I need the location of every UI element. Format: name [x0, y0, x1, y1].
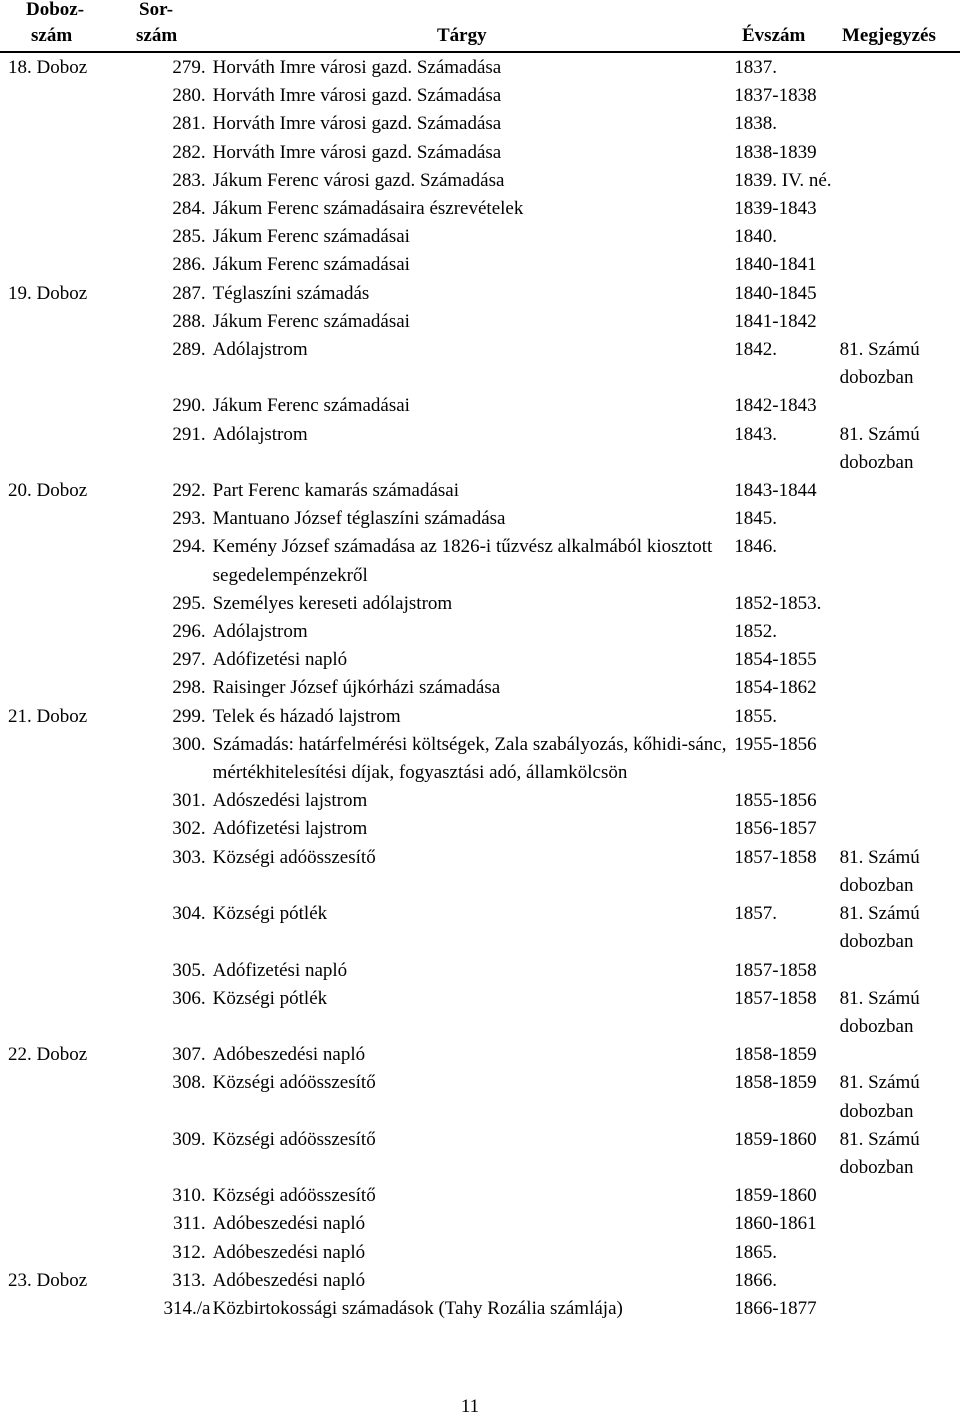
page-number: 11 [460, 1396, 480, 1417]
year-cell: 1845. [734, 508, 778, 530]
number-cell: 305. [172, 959, 206, 981]
year-cell: 1856-1857 [734, 818, 817, 840]
table-row [0, 477, 960, 505]
box-cell [0, 646, 164, 674]
number-cell: 279. [172, 57, 206, 78]
number-cell: 288. [172, 310, 206, 332]
header-year: Évszám [742, 25, 806, 46]
table-row [0, 1126, 960, 1182]
table-header [0, 0, 960, 52]
table-row [0, 336, 960, 392]
year-cell: 1842-1843 [734, 395, 817, 417]
table-row [0, 533, 960, 589]
box-cell: 22. Doboz [8, 1044, 88, 1066]
year-cell: 1837-1838 [734, 85, 817, 107]
number-cell: 290. [172, 395, 206, 417]
note-cell [840, 280, 960, 308]
subject-cell: Községi pótlék [212, 903, 328, 925]
table-row [0, 900, 960, 956]
number-cell: 294. [172, 536, 206, 558]
year-cell: 1854-1855 [734, 649, 817, 671]
number-cell: 308. [172, 1072, 206, 1094]
subject-cell: Adóbeszedési napló [212, 1213, 366, 1235]
year-cell: 1857-1858 [734, 846, 817, 868]
year-cell: 1855-1856 [734, 790, 817, 812]
table-row [0, 1069, 960, 1125]
number-cell: 289. [172, 339, 206, 361]
table-row [0, 787, 960, 815]
table-row [0, 703, 960, 731]
box-cell [0, 110, 164, 138]
box-cell [0, 815, 164, 843]
year-cell: 1838-1839 [734, 141, 817, 163]
table-row [0, 1267, 960, 1295]
box-cell [0, 787, 164, 815]
table-row [0, 1295, 960, 1323]
table-row [0, 223, 960, 251]
subject-cell: Raisinger József újkórházi számadása [212, 677, 501, 699]
table-row [0, 280, 960, 308]
table-row [0, 110, 960, 138]
note-cell [840, 674, 960, 702]
table-row [0, 674, 960, 702]
subject-cell: Adóbeszedési napló [212, 1269, 366, 1291]
note-cell [840, 787, 960, 815]
number-cell: 302. [172, 818, 206, 840]
year-cell: 1852-1853. [734, 592, 822, 614]
box-cell [0, 251, 164, 279]
subject-cell: Adólajstrom [212, 621, 308, 643]
note-cell [840, 167, 960, 195]
table-row [0, 421, 960, 477]
box-cell [0, 167, 164, 195]
note-cell [840, 646, 960, 674]
subject-cell: Községi adóösszesítő [212, 1128, 376, 1150]
subject-cell: Községi adóösszesítő [212, 1185, 376, 1207]
note-cell [840, 731, 960, 787]
year-cell: 1843. [734, 423, 778, 445]
note-cell [840, 1041, 960, 1069]
header-note: Megjegyzés [842, 25, 936, 46]
year-cell: 1852. [734, 621, 778, 643]
table-row [0, 985, 960, 1041]
number-cell: 298. [172, 677, 206, 699]
number-cell: 280. [172, 85, 206, 107]
box-cell [0, 533, 164, 589]
box-cell [0, 195, 164, 223]
table-row [0, 1041, 960, 1069]
subject-cell: Mantuano József téglaszíni számadása [212, 508, 506, 530]
subject-cell: Adófizetési lajstrom [212, 818, 368, 840]
table-row [0, 844, 960, 900]
table-row [0, 308, 960, 336]
box-cell [0, 505, 164, 533]
table-row [0, 167, 960, 195]
subject-cell: Horváth Imre városi gazd. Számadása [212, 57, 502, 78]
note-cell [840, 1210, 960, 1238]
subject-cell: Jákum Ferenc számadásai [212, 395, 410, 417]
year-cell: 1843-1844 [734, 480, 817, 502]
box-cell [0, 1210, 164, 1238]
table-row [0, 82, 960, 110]
table-row [0, 590, 960, 618]
number-cell: 292. [172, 480, 206, 502]
note-cell [840, 703, 960, 731]
number-cell: 307. [172, 1044, 206, 1066]
year-cell: 1840-1841 [734, 254, 817, 276]
number-cell: 310. [172, 1185, 206, 1207]
subject-cell: Községi adóösszesítő [212, 1072, 376, 1094]
subject-cell: Jákum Ferenc számadásai [212, 310, 410, 332]
note-cell [840, 1295, 960, 1323]
year-cell: 1854-1862 [734, 677, 817, 699]
box-cell [0, 1182, 164, 1210]
box-cell [0, 308, 164, 336]
table-row [0, 1182, 960, 1210]
note-cell [840, 308, 960, 336]
year-cell: 1855. [734, 705, 778, 727]
note-cell [840, 195, 960, 223]
header-rule [0, 51, 960, 53]
year-cell: 1858-1859 [734, 1044, 817, 1066]
number-cell: 306. [172, 987, 206, 1009]
year-cell: 1860-1861 [734, 1213, 817, 1235]
box-cell [0, 900, 164, 956]
table-row [0, 54, 960, 82]
year-cell: 1857-1858 [734, 987, 817, 1009]
number-cell: 313. [172, 1269, 206, 1291]
note-cell [840, 54, 960, 82]
box-cell [0, 844, 164, 900]
box-cell: 23. Doboz [8, 1269, 88, 1291]
number-cell: 303. [172, 846, 206, 868]
year-cell: 1839. IV. né. [734, 169, 832, 191]
table-row [0, 1239, 960, 1267]
year-cell: 1865. [734, 1241, 778, 1263]
box-cell [0, 139, 164, 167]
number-cell: 283. [172, 169, 206, 191]
number-cell: 309. [172, 1128, 206, 1150]
number-cell: 286. [172, 254, 206, 276]
subject-cell: Adóbeszedési napló [212, 1044, 366, 1066]
table-row [0, 618, 960, 646]
subject-cell: Számadás: határfelmérési költségek, Zala szabályozás, kőhidi-sánc, mértékhitelesítési díjak, fogyasztási adó, államkölcsön [212, 733, 727, 784]
year-cell: 1866. [734, 1269, 778, 1291]
year-cell: 1840-1845 [734, 282, 817, 304]
year-cell: 1840. [734, 226, 778, 248]
number-cell: 311. [173, 1213, 206, 1235]
box-cell: 20. Doboz [8, 480, 88, 502]
note-cell [840, 223, 960, 251]
box-cell: 18. Doboz [8, 57, 88, 78]
number-cell: 301. [172, 790, 206, 812]
year-cell: 1859-1860 [734, 1128, 817, 1150]
number-cell: 293. [172, 508, 206, 530]
year-cell: 1838. [734, 113, 778, 135]
number-cell: 299. [172, 705, 206, 727]
subject-cell: Adófizetési napló [212, 959, 348, 981]
box-cell [0, 392, 164, 420]
header-num-line1: Sor- [139, 0, 174, 20]
note-cell [840, 505, 960, 533]
box-cell [0, 82, 164, 110]
table-row [0, 815, 960, 843]
subject-cell: Közbirtokossági számadások (Tahy Rozália számlája) [212, 1297, 623, 1319]
note-cell [840, 815, 960, 843]
year-cell: 1955-1856 [734, 733, 817, 755]
note-cell [840, 139, 960, 167]
year-cell: 1857-1858 [734, 959, 817, 981]
note-cell [840, 392, 960, 420]
subject-cell: Telek és házadó lajstrom [212, 705, 401, 727]
subject-cell: Adólajstrom [212, 339, 308, 361]
number-cell: 297. [172, 649, 206, 671]
box-cell [0, 957, 164, 985]
note-cell [840, 533, 960, 589]
note-cell: 81. Számú dobozban [839, 1072, 920, 1122]
table-row [0, 392, 960, 420]
number-cell: 304. [172, 903, 206, 925]
box-cell [0, 223, 164, 251]
note-cell [840, 477, 960, 505]
year-cell: 1837. [734, 57, 778, 78]
number-cell: 296. [172, 621, 206, 643]
subject-cell: Községi pótlék [212, 987, 328, 1009]
note-cell: 81. Számú dobozban [839, 423, 920, 473]
header-num-line2: szám [136, 25, 178, 46]
number-cell: 287. [172, 282, 206, 304]
table-row [0, 195, 960, 223]
year-cell: 1839-1843 [734, 198, 817, 220]
number-cell: 284. [172, 198, 206, 220]
note-cell [840, 618, 960, 646]
note-cell: 81. Számú dobozban [839, 339, 920, 389]
number-cell: 295. [172, 592, 206, 614]
box-cell [0, 421, 164, 477]
year-cell: 1857. [734, 903, 778, 925]
note-cell [840, 957, 960, 985]
subject-cell: Jákum Ferenc számadásai [212, 226, 410, 248]
number-cell: 300. [172, 733, 206, 755]
number-cell: 282. [172, 141, 206, 163]
number-cell: 312. [172, 1241, 206, 1263]
note-cell: 81. Számú dobozban [839, 1128, 920, 1178]
subject-cell: Jákum Ferenc számadásaira észrevételek [212, 198, 524, 220]
subject-cell: Községi adóösszesítő [212, 846, 376, 868]
header-box-line2: szám [31, 25, 73, 46]
box-cell: 19. Doboz [8, 282, 88, 304]
table-row [0, 1210, 960, 1238]
table-row [0, 646, 960, 674]
number-cell: 285. [172, 226, 206, 248]
note-cell [840, 251, 960, 279]
box-cell [0, 1069, 164, 1125]
box-cell [0, 1295, 164, 1323]
table-row [0, 505, 960, 533]
table-row [0, 139, 960, 167]
subject-cell: Jákum Ferenc városi gazd. Számadása [212, 169, 505, 191]
number-cell: 291. [172, 423, 206, 445]
subject-cell: Horváth Imre városi gazd. Számadása [212, 85, 502, 107]
subject-cell: Adólajstrom [212, 423, 308, 445]
year-cell: 1858-1859 [734, 1072, 817, 1094]
year-cell: 1866-1877 [734, 1297, 817, 1319]
year-cell: 1841-1842 [734, 310, 817, 332]
header-box-line1: Doboz- [26, 0, 85, 20]
box-cell [0, 1126, 164, 1182]
box-cell [0, 731, 164, 787]
header-subject: Tárgy [437, 25, 487, 46]
table-row [0, 251, 960, 279]
box-cell [0, 674, 164, 702]
note-cell [840, 1182, 960, 1210]
box-cell [0, 590, 164, 618]
note-cell: 81. Számú dobozban [839, 987, 920, 1037]
note-cell [840, 1239, 960, 1267]
year-cell: 1846. [734, 536, 778, 558]
box-cell [0, 336, 164, 392]
note-cell: 81. Számú dobozban [839, 903, 920, 953]
subject-cell: Adófizetési napló [212, 649, 348, 671]
subject-cell: Horváth Imre városi gazd. Számadása [212, 113, 502, 135]
note-cell [840, 110, 960, 138]
subject-cell: Téglaszíni számadás [212, 282, 370, 304]
year-cell: 1859-1860 [734, 1185, 817, 1207]
table-row [0, 957, 960, 985]
note-cell: 81. Számú dobozban [839, 846, 920, 896]
subject-cell: Személyes kereseti adólajstrom [212, 592, 453, 614]
box-cell: 21. Doboz [8, 705, 88, 727]
note-cell [840, 590, 960, 618]
table-row [0, 731, 960, 787]
subject-cell: Adószedési lajstrom [212, 790, 368, 812]
box-cell [0, 618, 164, 646]
note-cell [840, 1267, 960, 1295]
subject-cell: Horváth Imre városi gazd. Számadása [212, 141, 502, 163]
subject-cell: Part Ferenc kamarás számadásai [212, 480, 460, 502]
subject-cell: Adóbeszedési napló [212, 1241, 366, 1263]
box-cell [0, 985, 164, 1041]
subject-cell: Jákum Ferenc számadásai [212, 254, 410, 276]
record-table [0, 54, 960, 1323]
subject-cell: Kemény József számadása az 1826-i tűzvész alkalmából kiosztott segedelempénzekről [212, 536, 713, 586]
number-cell: 281. [172, 113, 206, 135]
box-cell [0, 1239, 164, 1267]
note-cell [840, 82, 960, 110]
number-cell: 314./a [163, 1297, 211, 1319]
year-cell: 1842. [734, 339, 778, 361]
